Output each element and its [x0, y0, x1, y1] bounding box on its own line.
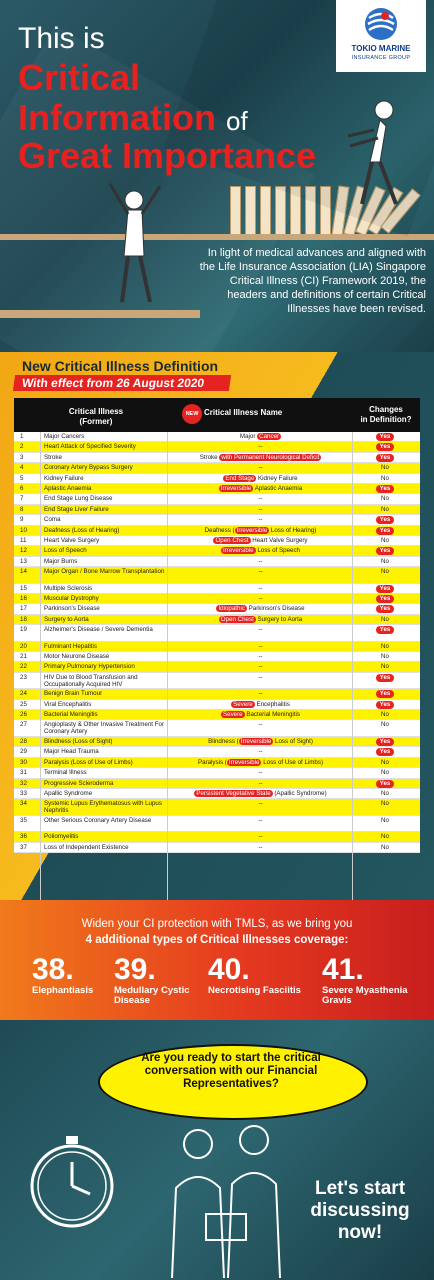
former-illness-name: Bacterial Meningitis: [44, 711, 98, 719]
change-indicator: No: [381, 758, 389, 766]
table-row: [14, 642, 420, 652]
former-illness-name: Apallic Syndrome: [44, 789, 93, 797]
former-illness-name: Motor Neurone Disease: [44, 653, 110, 661]
table-row: [14, 557, 420, 567]
highlighted-change: Irreversible: [220, 484, 252, 492]
table-row: [14, 662, 420, 672]
header-changes: Changes in Definition?: [360, 405, 412, 424]
former-illness-name: Coronary Artery Bypass Surgery: [44, 464, 133, 472]
new-illness-name: Idiopathic Parkinson's Disease: [218, 605, 305, 613]
new-illness-name: Deafness ( Irreversible Loss of Hearing): [204, 526, 317, 534]
domino: [245, 186, 256, 236]
yes-badge: Yes: [376, 443, 395, 451]
new-illness-name: --: [258, 816, 263, 824]
table-row: [14, 494, 420, 504]
row-number: 10: [20, 526, 27, 534]
change-indicator: [354, 626, 416, 634]
logo-group: INSURANCE GROUP: [351, 55, 411, 61]
former-illness-name: Heart Attack of Specified Severity: [44, 443, 136, 451]
yes-badge: Yes: [376, 690, 395, 698]
tokio-marine-logo[interactable]: [336, 0, 426, 72]
former-illness-name: Loss of Speech: [44, 547, 87, 555]
row-number: 9: [20, 516, 24, 524]
new-illness-name: --: [258, 779, 263, 787]
row-number: 30: [20, 758, 27, 766]
highlighted-change: Severe: [223, 711, 243, 719]
row-number: 27: [20, 721, 27, 729]
domino: [275, 186, 286, 236]
new-illness-name: Severe Encephalitis: [233, 700, 290, 708]
hero-title-great-importance: Great Importance: [18, 135, 317, 176]
domino: [290, 186, 301, 236]
change-indicator: No: [381, 464, 389, 472]
plank-lower: [0, 310, 200, 318]
highlighted-change: Cancer: [259, 433, 280, 440]
former-illness-name: End Stage Lung Disease: [44, 495, 113, 503]
former-illness-name: Parkinson's Disease: [44, 605, 100, 613]
change-indicator: [354, 748, 416, 756]
row-number: 2: [20, 443, 24, 451]
yes-badge: Yes: [376, 748, 395, 756]
change-indicator: [354, 701, 416, 709]
former-illness-name: Progressive Scleroderma: [44, 779, 114, 787]
row-number: 14: [20, 568, 27, 576]
row-number: 15: [20, 584, 27, 592]
yes-badge: Yes: [376, 516, 395, 524]
man-pushing-figure: [340, 92, 420, 212]
new-illness-name: --: [258, 594, 263, 602]
row-number: 35: [20, 816, 27, 824]
table-row: [14, 768, 420, 778]
change-indicator: No: [381, 833, 389, 841]
former-illness-name: Major Burns: [44, 557, 78, 565]
row-number: 1: [20, 433, 24, 440]
yes-badge: Yes: [376, 547, 395, 555]
hero-title-critical: Critical: [18, 57, 141, 98]
row-number: 31: [20, 769, 27, 777]
former-illness-name: HIV Due to Blood Transfusion and Occupationally Acquired HIV: [44, 673, 138, 688]
table-body: [14, 432, 420, 853]
row-number: 26: [20, 711, 27, 719]
clock-icon: [22, 1128, 122, 1238]
new-illness-name: --: [258, 653, 263, 661]
coverage-label: Elephantiasis: [32, 985, 94, 996]
change-indicator: No: [381, 495, 389, 503]
highlighted-change: Idiopathic: [218, 605, 245, 613]
business-people-illustration: [150, 1118, 300, 1278]
former-illness-name: Heart Valve Surgery: [44, 536, 100, 544]
change-indicator: No: [381, 642, 389, 650]
change-indicator: No: [381, 663, 389, 671]
change-indicator: [354, 443, 416, 451]
new-illness-name: --: [258, 800, 263, 808]
row-number: 16: [20, 594, 27, 602]
table-row: [14, 747, 420, 757]
table-row: [14, 816, 420, 833]
change-indicator: No: [381, 721, 389, 729]
table-row: [14, 515, 420, 525]
change-indicator: No: [381, 653, 389, 661]
table-row: [14, 474, 420, 484]
change-indicator: [354, 780, 416, 788]
critical-illness-table: [14, 398, 420, 853]
change-indicator: [354, 547, 416, 555]
highlighted-change: End Stage: [225, 474, 255, 482]
new-illness-name: Open Chest Heart Valve Surgery: [215, 536, 308, 544]
effective-date-banner: With effect from 26 August 2020: [13, 375, 231, 391]
coverage-label: Severe Myasthenia Gravis: [322, 985, 408, 1006]
coverage-label: Medullary Cystic Disease: [114, 985, 190, 1006]
former-illness-name: Major Organ / Bone Marrow Transplantation: [44, 568, 165, 576]
coverage-label: Necrotising Fasciitis: [208, 985, 301, 996]
table-row: [14, 673, 420, 690]
table-row: [14, 453, 420, 463]
former-illness-name: Fulminant Hepatitis: [44, 642, 97, 650]
former-illness-name: Stroke: [44, 453, 62, 461]
new-illness-name: --: [258, 584, 263, 592]
table-header: [14, 398, 420, 432]
table-row: [14, 484, 420, 494]
table-row: [14, 758, 420, 768]
row-number: 29: [20, 748, 27, 756]
yes-badge: Yes: [376, 701, 395, 709]
table-row: [14, 536, 420, 546]
row-number: 24: [20, 690, 27, 698]
coverage-item-40: [208, 954, 318, 996]
change-indicator: No: [381, 505, 389, 513]
row-number: 21: [20, 653, 27, 661]
new-illness-name: Blindness ( Irreversible Loss of Sight): [208, 737, 313, 745]
highlighted-change: Irreversible: [240, 737, 272, 745]
new-illness-name: --: [258, 769, 263, 777]
new-illness-name: Stroke with Permanent Neurological Deficit: [199, 453, 320, 461]
highlighted-change: Irreversible: [228, 758, 260, 766]
logo-mark-icon: [363, 6, 399, 42]
highlighted-change: Severe: [233, 700, 253, 708]
highlighted-change: Irreversible: [223, 547, 254, 555]
new-illness-name: --: [258, 516, 263, 524]
row-number: 3: [20, 453, 24, 461]
column-divider: [40, 432, 41, 924]
definition-title: New Critical Illness Definition: [22, 358, 219, 374]
row-number: 5: [20, 474, 24, 482]
yes-badge: Yes: [376, 433, 395, 441]
row-number: 33: [20, 789, 27, 797]
table-row: [14, 584, 420, 594]
change-indicator: [354, 595, 416, 603]
new-illness-name: --: [258, 568, 263, 576]
new-illness-name: --: [258, 843, 263, 851]
table-row: [14, 737, 420, 747]
domino: [305, 186, 316, 236]
coverage-number: 39.: [114, 953, 156, 986]
new-illness-name: Irreversible Aplastic Anaemia: [220, 484, 303, 492]
new-illness-name: --: [258, 495, 263, 503]
change-indicator: [354, 433, 416, 441]
coverage-item-41: [322, 954, 426, 1006]
widen-line2: 4 additional types of Critical Illnesses coverage:: [85, 934, 349, 946]
change-indicator: No: [381, 568, 389, 576]
table-row: [14, 442, 420, 452]
new-illness-name: --: [258, 673, 263, 681]
change-indicator: [354, 738, 416, 746]
new-illness-name: --: [258, 721, 263, 729]
former-illness-name: Terminal Illness: [44, 769, 87, 777]
hero-title-intro: This is: [18, 22, 105, 55]
hero-paragraph: In light of medical advances and aligned with the Life Insurance Association (LIA) Singapore Critical Illness (CI) Framework 2019, the headers and definitions of certain Critical Illnesses have been revised.: [199, 247, 426, 315]
yes-badge: Yes: [376, 595, 395, 603]
logo-name: TOKIO MARINE: [351, 44, 411, 53]
table-row: [14, 546, 420, 556]
coverage-item-39: [114, 954, 200, 1006]
row-number: 13: [20, 557, 27, 565]
new-illness-name: --: [258, 464, 263, 472]
new-illness-name: Severe Bacterial Meningitis: [223, 711, 300, 719]
table-row: [14, 789, 420, 799]
new-illness-name: Paralysis ( Irreversible Loss of Use of Limbs): [197, 758, 324, 766]
row-number: 20: [20, 642, 27, 650]
former-illness-name: Coma: [44, 516, 61, 524]
change-indicator: [354, 585, 416, 593]
table-row: [14, 779, 420, 789]
coverage-number: 41.: [322, 953, 364, 986]
header-former: Critical Illness (Former): [68, 407, 124, 426]
former-illness-name: Blindness (Loss of Sight): [44, 737, 113, 745]
yes-badge: Yes: [376, 674, 395, 682]
new-illness-name: --: [258, 505, 263, 513]
yes-badge: Yes: [376, 626, 395, 634]
new-illness-name: --: [258, 833, 263, 841]
domino: [260, 186, 271, 236]
row-number: 18: [20, 615, 27, 623]
change-indicator: No: [381, 816, 389, 824]
yes-badge: Yes: [376, 605, 395, 613]
closing-message: Let's start discussing now!: [310, 1178, 410, 1243]
coverage-number: 38.: [32, 953, 74, 986]
column-divider: [352, 432, 353, 924]
former-illness-name: Loss of Independent Existence: [44, 843, 129, 851]
domino: [320, 186, 331, 236]
row-number: 34: [20, 800, 27, 808]
former-illness-name: Paralysis (Loss of Use of Limbs): [44, 758, 133, 766]
new-illness-name: --: [258, 626, 263, 634]
coverage-number: 40.: [208, 953, 250, 986]
former-illness-name: Aplastic Anaemia: [44, 484, 92, 492]
former-illness-name: End Stage Liver Failure: [44, 505, 109, 513]
new-badge: NEW: [182, 404, 202, 424]
change-indicator: [354, 674, 416, 682]
yes-badge: Yes: [376, 780, 395, 788]
table-row: [14, 720, 420, 737]
table-row: [14, 710, 420, 720]
change-indicator: [354, 605, 416, 613]
column-divider: [167, 432, 168, 924]
change-indicator: [354, 485, 416, 493]
change-indicator: No: [381, 536, 389, 544]
row-number: 28: [20, 737, 27, 745]
change-indicator: No: [381, 557, 389, 565]
former-illness-name: Angioplasty & Other Invasive Treatment For Coronary Artery: [44, 721, 165, 736]
former-illness-name: Major Cancers: [44, 433, 85, 440]
former-illness-name: Surgery to Aorta: [44, 615, 89, 623]
yes-badge: Yes: [376, 585, 395, 593]
table-row: [14, 615, 420, 625]
row-number: 22: [20, 663, 27, 671]
table-row: [14, 505, 420, 515]
former-illness-name: Benign Brain Tumour: [44, 690, 103, 698]
former-illness-name: Systemic Lupus Erythematosus with Lupus Nephritis: [44, 800, 162, 815]
row-number: 11: [20, 536, 27, 544]
former-illness-name: Muscular Dystrophy: [44, 594, 99, 602]
change-indicator: No: [381, 769, 389, 777]
new-illness-name: Major Cancer: [239, 433, 280, 440]
table-row: [14, 432, 420, 442]
table-row: [14, 700, 420, 710]
highlighted-change: Irreversible: [236, 526, 268, 534]
yes-badge: Yes: [376, 454, 395, 462]
change-indicator: [354, 454, 416, 462]
row-number: 17: [20, 605, 27, 613]
hero-title-of: of: [226, 106, 248, 136]
yes-badge: Yes: [376, 485, 395, 493]
table-row: [14, 594, 420, 604]
table-row: [14, 843, 420, 853]
change-indicator: No: [381, 800, 389, 808]
row-number: 32: [20, 779, 27, 787]
former-illness-name: Other Serious Coronary Artery Disease: [44, 816, 152, 824]
change-indicator: No: [381, 711, 389, 719]
plank: [0, 234, 434, 240]
former-illness-name: Major Head Trauma: [44, 748, 99, 756]
row-number: 23: [20, 673, 27, 681]
row-number: 8: [20, 505, 24, 513]
table-row: [14, 526, 420, 536]
highlighted-change: with Permanent Neurological Deficit: [221, 453, 320, 461]
widen-line1: Widen your CI protection with TMLS, as we bring you: [81, 918, 353, 930]
row-number: 19: [20, 626, 27, 634]
table-row: [14, 652, 420, 662]
former-illness-name: Kidney Failure: [44, 474, 84, 482]
former-illness-name: Alzheimer's Disease / Severe Dementia: [44, 626, 153, 634]
change-indicator: No: [381, 843, 389, 851]
row-number: 25: [20, 700, 27, 708]
table-row: [14, 799, 420, 816]
table-row: [14, 689, 420, 699]
change-indicator: No: [381, 789, 389, 797]
table-row: [14, 567, 420, 584]
former-illness-name: Primary Pulmonary Hypertension: [44, 663, 135, 671]
coverage-item-38: [32, 954, 102, 996]
highlighted-change: Open Chest: [215, 536, 249, 544]
man-falling-figure: [104, 178, 174, 308]
row-number: 12: [20, 547, 27, 555]
new-illness-name: --: [258, 690, 263, 698]
new-illness-name: Irreversible Loss of Speech: [223, 547, 300, 555]
highlighted-change: Open Chest: [220, 615, 254, 623]
change-indicator: [354, 690, 416, 698]
change-indicator: No: [381, 615, 389, 623]
row-number: 4: [20, 464, 24, 472]
new-illness-name: --: [258, 557, 263, 565]
table-row: [14, 463, 420, 473]
new-illness-name: --: [258, 748, 263, 756]
former-illness-name: Multiple Sclerosis: [44, 584, 93, 592]
new-illness-name: --: [258, 663, 263, 671]
header-name: Critical Illness Name: [204, 408, 283, 417]
former-illness-name: Deafness (Loss of Hearing): [44, 526, 120, 534]
table-row: [14, 625, 420, 642]
change-indicator: [354, 527, 416, 535]
table-row: [14, 604, 420, 614]
new-illness-name: --: [258, 443, 263, 451]
highlighted-change: Persistent Vegetative State: [196, 789, 271, 797]
former-illness-name: Poliomyelitis: [44, 833, 79, 841]
row-number: 37: [20, 843, 27, 851]
speech-bubble-text: Are you ready to start the critical conversation with our Financial Representatives?: [141, 1052, 321, 1090]
yes-badge: Yes: [376, 527, 395, 535]
domino: [230, 186, 241, 236]
row-number: 6: [20, 484, 24, 492]
new-illness-name: --: [258, 642, 263, 650]
change-indicator: No: [381, 474, 389, 482]
row-number: 7: [20, 495, 24, 503]
hero-title-information-word: Information: [18, 97, 216, 138]
row-number: 36: [20, 833, 27, 841]
new-illness-name: End Stage Kidney Failure: [225, 474, 298, 482]
new-illness-name: Open Chest Surgery to Aorta: [220, 615, 303, 623]
yes-badge: Yes: [376, 738, 395, 746]
former-illness-name: Viral Encephalitis: [44, 700, 92, 708]
change-indicator: [354, 516, 416, 524]
table-row: [14, 832, 420, 842]
new-illness-name: Persistent Vegetative State (Apallic Syndrome): [196, 789, 327, 797]
